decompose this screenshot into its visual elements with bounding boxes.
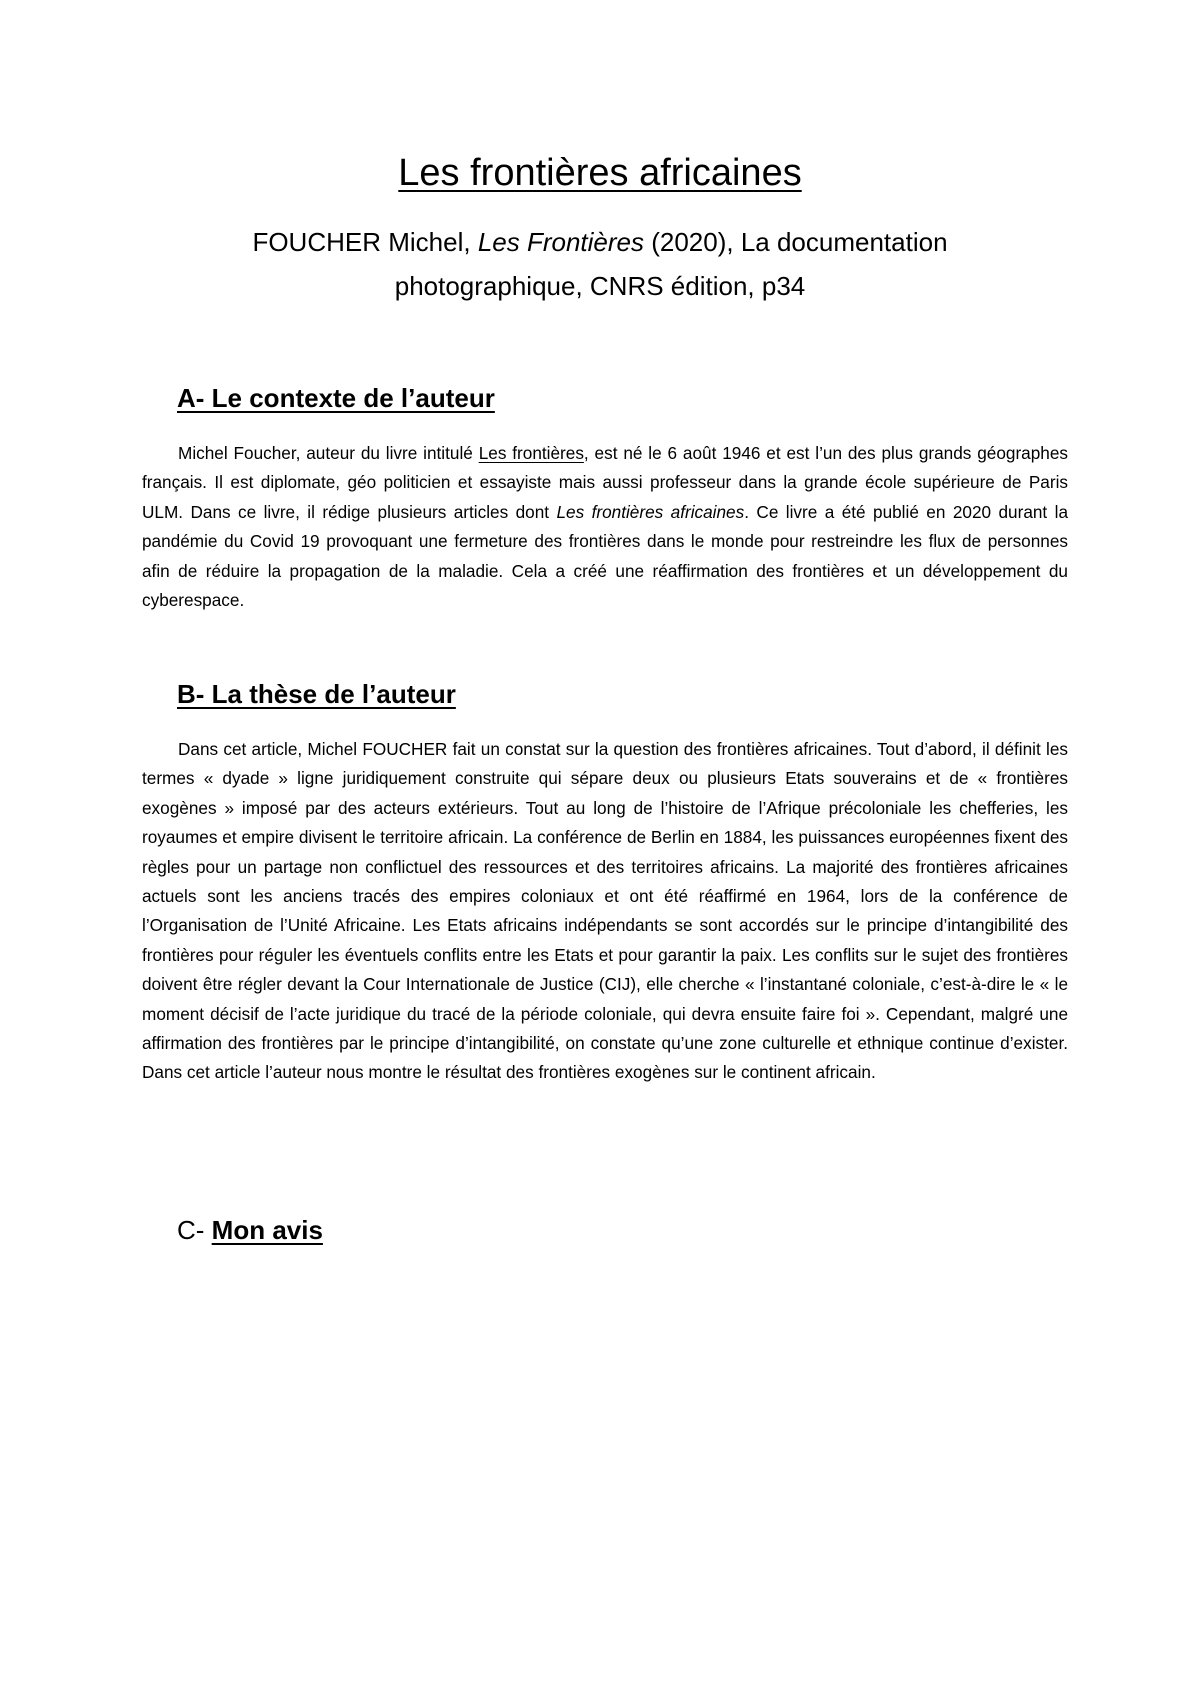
section-a-text-3: . Ce livre a été publié en 2020 durant la pandémie du Covid 19 provoquant une fermeture des frontières dans le monde pour restreindre les flux de personnes afin de réduire la propagation de la maladie. Cela a créé une réaffirmation des frontières et un développement du cyberespace. (142, 501, 1069, 611)
section-a-heading: A- Le contexte de l’auteur (177, 383, 495, 413)
section-b-heading: B- La thèse de l’auteur (177, 679, 456, 709)
article-title: Les frontières africaines (556, 501, 745, 522)
section-a-text-1: Michel Foucher, auteur du livre intitulé (178, 443, 479, 463)
section-c-heading (177, 1213, 323, 1247)
citation-details: (2020), La documentation (644, 227, 948, 257)
citation-book-title: Les Frontières (477, 227, 644, 257)
citation-author: FOUCHER Michel, (252, 227, 478, 257)
document-title: Les frontières africaines (398, 152, 802, 194)
section-b-paragraph (142, 735, 1068, 1088)
section-c-title: Mon avis (211, 1215, 323, 1245)
citation-publisher: photographique, CNRS édition, p34 (394, 271, 806, 301)
section-c-prefix: C- (177, 1215, 212, 1245)
citation (150, 220, 1050, 308)
section-a-paragraph (142, 439, 1068, 615)
book-title-underlined: Les frontières (478, 443, 584, 463)
section-b-text: Dans cet article, Michel FOUCHER fait un constat sur la question des frontières africaines. Tout d’abord, il définit les termes « dyade » ligne juridiquement construite qui sépare deux ou plusieurs Etats souverains et de « frontières exogènes » imposé par des acteurs extérieurs. Tout au long de l’histoire de l’Afrique précoloniale les chefferies, les royaumes et empire divisent le territoire africain. La conférence de Berlin en 1884, les puissances européennes fixent des règles pour un partage non conflictuel des ressources et des territoires africains. La majorité des frontières africaines actuels sont les anciens tracés des empires coloniaux et ont été réaffirmé en 1964, lors de la conférence de l’Organisation de l’Unité Africaine. Les Etats africains indépendants se sont accordés sur le principe d’intangibilité des frontières pour réguler les éventuels conflits entre les Etats et pour garantir la paix. Les conflits sur le sujet des frontières doivent être régler devant la Cour Internationale de Justice (CIJ), elle cherche « l’instantané coloniale, c’est-à-dire le « le moment décisif de l’acte juridique du tracé de la période coloniale, qui devra ensuite faire foi ». Cependant, malgré une affirmation des frontières par le principe d’intangibilité, on constate qu’une zone culturelle et ethnique continue d’exister. Dans cet article l’auteur nous montre le résultat des frontières exogènes sur le continent africain. (142, 739, 1068, 1083)
section-a-text-2: , est né le 6 août 1946 et est l’un des plus grands géographes français. Il est diplomate, géo politicien et essayiste mais aussi professeur dans la grande école supérieure de Paris ULM. Dans ce livre, il rédige plusieurs articles dont (142, 443, 1069, 522)
